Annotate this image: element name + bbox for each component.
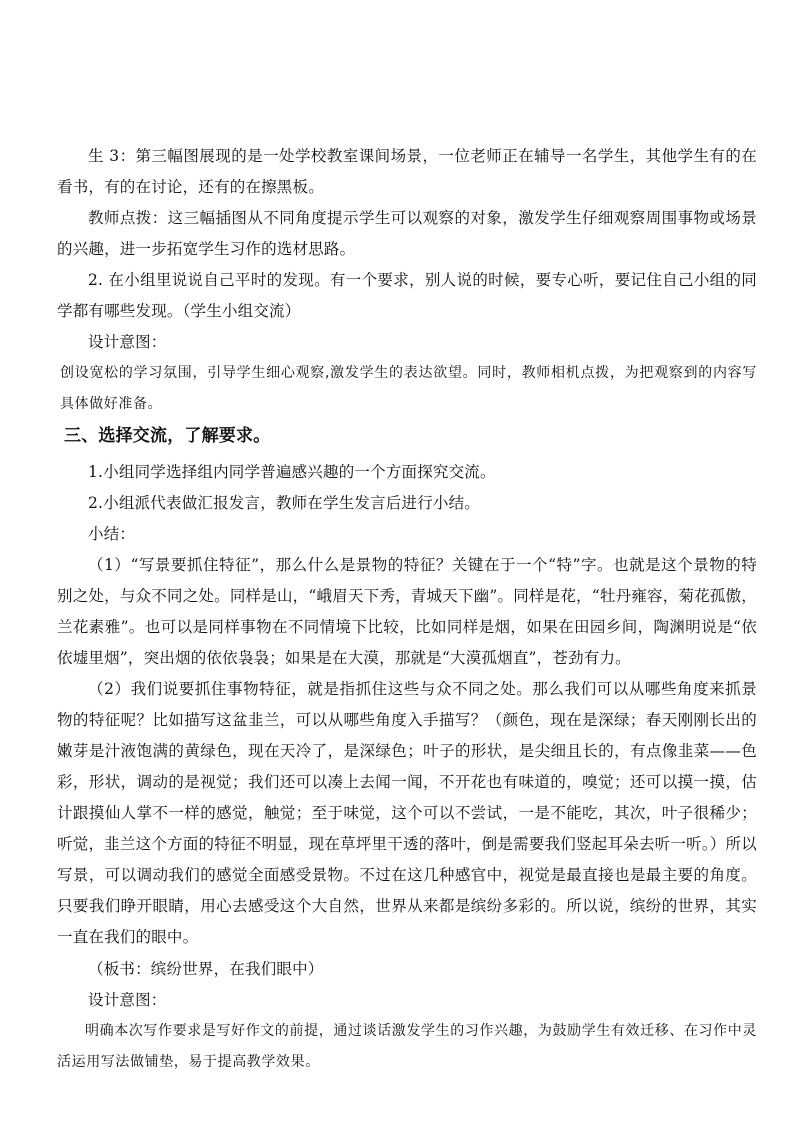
blackboard-note: （板书：缤纷世界，在我们眼中） <box>88 960 324 978</box>
paragraph-student3: 生 3：第三幅图展现的是一处学校教室课间场景，一位老师正在辅导一名学生，其他学生有的在看书，有的在讨论，还有的在擦黑板。 <box>57 147 757 196</box>
design-intent-label-1: 设计意图： <box>88 333 167 351</box>
summary-point-2: （2）我们说要抓住事物特征，就是指抓住这些与众不同之处。那么我们可以从哪些角度来抓景物的特征呢？比如描写这盆韭兰，可以从哪些角度入手描写？（颜色，现在是深绿；春天刚刚长出的嫩芽是汁液饱满的黄绿色，现在天冷了，是深绿色；叶子的形状，是尖细且长的，有点像韭菜——色彩，形状，调动的是视觉；我们还可以凑上去闻一闻，不开花也有味道的，嗅觉；还可以摸一摸，估计跟摸仙人掌不一样的感觉，触觉；至于味觉，这个可以不尝试，一是不能吃，其次，叶子很稀少；听觉，韭兰这个方面的特征不明显，现在草坪里干透的落叶，倒是需要我们竖起耳朵去听一听。）所以写景，可以调动我们的感觉全面感受景物。不过在这几种感官中，视觉是最直接也是最主要的角度。只要我们睁开眼睛，用心去感受这个大自然，世界从来都是缤纷多彩的。所以说，缤纷的世界，其实一直在我们的眼中。 <box>57 680 757 946</box>
section-heading-3: 三、选择交流，了解要求。 <box>64 426 271 446</box>
paragraph-teacher-guidance: 教师点拨：这三幅插图从不同角度提示学生可以观察的对象，激发学生仔细观察周围事物或场景的兴趣，进一步拓宽学生习作的选材思路。 <box>57 209 757 258</box>
design-intent-text-2: 明确本次写作要求是写好作文的前提，通过谈话激发学生的习作兴趣，为鼓励学生有效迁移、在习作中灵活运用写法做铺垫，易于提高教学效果。 <box>57 1023 757 1070</box>
summary-label: 小结： <box>88 525 136 543</box>
design-intent-label-2: 设计意图： <box>88 991 167 1009</box>
summary-point-1: （1）“写景要抓住特征”，那么什么是景物的特征？关键在于一个“特”字。也就是这个景物的特别之处，与众不同之处。同样是山，“峨眉天下秀，青城天下幽”。同样是花，“牡丹雍容，菊花孤傲，兰花素雅”。也可以是同样事物在不同情境下比较，比如同样是烟，如果在田园乡间，陶渊明说是“依依墟里烟”，突出烟的依依袅袅；如果是在大漠，那就是“大漠孤烟直”，苍劲有力。 <box>57 556 757 667</box>
paragraph-group-discussion: 2. 在小组里说说自己平时的发现。有一个要求，别人说的时候，要专心听，要记住自己小组的同学都有哪些发现。（学生小组交流） <box>57 271 757 320</box>
section3-item-2: 2.小组派代表做汇报发言，教师在学生发言后进行小结。 <box>88 494 480 512</box>
section3-item-1: 1.小组同学选择组内同学普遍感兴趣的一个方面探究交流。 <box>88 463 496 481</box>
design-intent-text-1: 创设宽松的学习氛围，引导学生细心观察,激发学生的表达欲望。同时，教师相机点拨，为把观察到的内容写具体做好准备。 <box>60 365 757 412</box>
